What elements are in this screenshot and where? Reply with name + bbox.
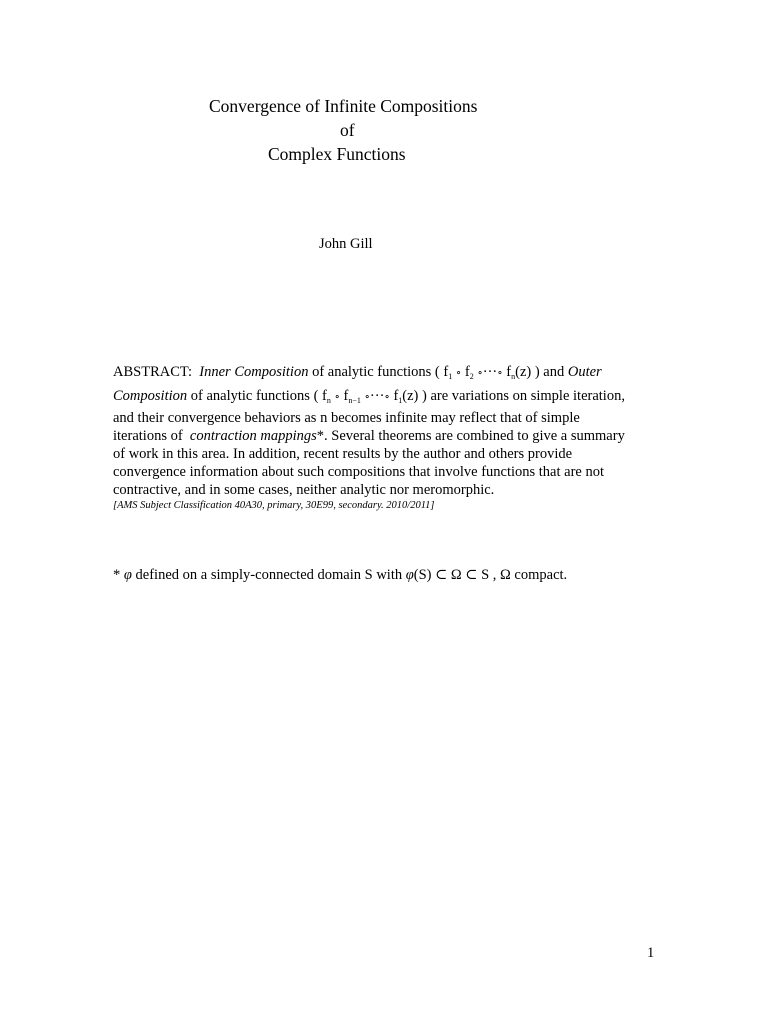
- contraction-mappings-term: contraction mappings: [189, 428, 317, 444]
- ams-classification: [AMS Subject Classification 40A30, primary, 30E99, secondary. 2010/2011]: [113, 500, 435, 511]
- abstract-line-5: of work in this area. In addition, recent results by the author and others provide: [113, 446, 573, 462]
- outer-composition-term: Composition: [113, 388, 188, 404]
- title-line-1: Convergence of Infinite Compositions: [209, 96, 478, 116]
- title-line-2: of: [340, 120, 355, 140]
- abstract-text: and: [543, 364, 565, 380]
- abstract-line-2: [113, 385, 658, 409]
- footnote: * φ defined on a simply-connected domain S with φ(S) ⊂ Ω ⊂ S , Ω compact.: [113, 567, 568, 583]
- abstract-line-3: and their convergence behaviors as n becomes infinite may reflect that of simple: [113, 410, 580, 426]
- phi-symbol: φ: [405, 567, 414, 583]
- phi-symbol: φ: [123, 567, 132, 583]
- abstract-line-7: contractive, and in some cases, neither analytic nor meromorphic.: [113, 482, 495, 498]
- abstract-line-4: iterations of contraction mappings*. Several theorems are combined to give a summary: [113, 428, 625, 444]
- abstract-label: ABSTRACT:: [113, 364, 193, 380]
- inner-composition-formula: ( $f_1$ ∘ $f_2$ ∘···∘ $f_n(z)$ ): [434, 364, 540, 381]
- page-number: 1: [647, 945, 655, 961]
- abstract-line-6: convergence information about such compositions that involve functions that are not: [113, 464, 605, 480]
- title-line-3: Complex Functions: [268, 144, 406, 164]
- author-name: John Gill: [319, 236, 373, 252]
- outer-composition-formula: ( $f_n$ ∘ $f_{n-1}$ ∘···∘ $f_1(z)$ ): [313, 388, 427, 405]
- abstract-text: are variations on simple iteration,: [430, 388, 625, 404]
- inner-composition-term: Inner Composition: [199, 364, 309, 380]
- abstract-line-1: [113, 361, 658, 385]
- abstract-text: of analytic functions: [190, 388, 310, 404]
- abstract: [113, 361, 658, 513]
- outer-composition-term: Outer: [567, 364, 602, 380]
- abstract-text: of analytic functions: [312, 364, 432, 380]
